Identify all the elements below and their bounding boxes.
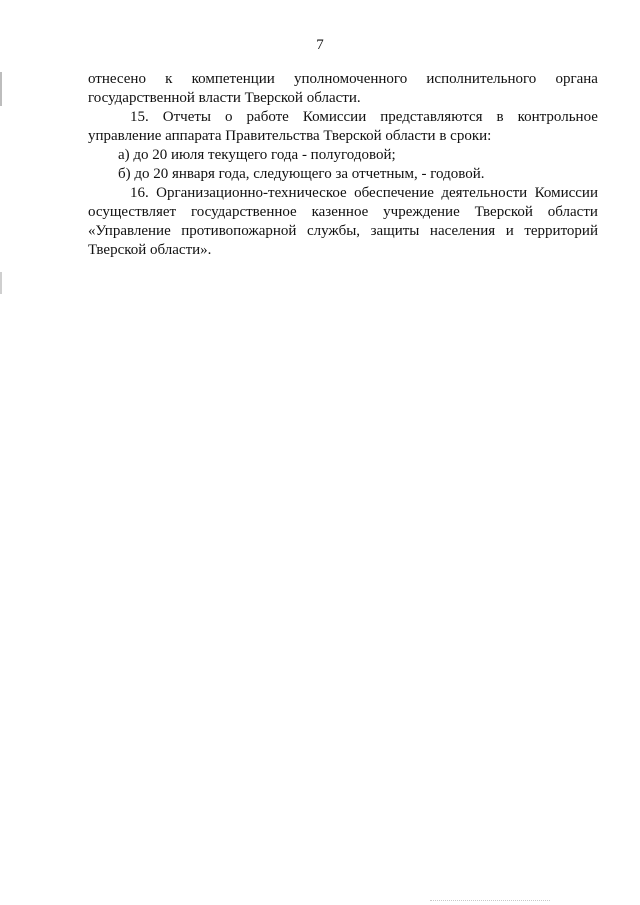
document-body — [88, 70, 598, 260]
word: Комиссии — [302, 109, 367, 125]
word: обеспечение — [354, 185, 434, 201]
paragraph-continuation-line-1 — [88, 70, 598, 89]
paragraph-16-line-2 — [88, 203, 598, 222]
paragraph-15-item-b: б) до 20 января года, следующего за отчетным, - годовой. — [118, 166, 485, 182]
word: органа — [555, 71, 598, 87]
word: территорий — [524, 223, 598, 239]
page-number: 7 — [316, 37, 324, 53]
paragraph-16-line-3 — [88, 222, 598, 241]
word: уполномоченного — [294, 71, 408, 87]
paragraph-continuation-line-2: государственной власти Тверской области. — [88, 90, 361, 106]
word: осуществляет — [88, 204, 177, 220]
word: исполнительного — [426, 71, 537, 87]
word: «Управление — [88, 223, 171, 239]
word: работе — [246, 109, 289, 125]
word: Тверской — [474, 204, 533, 220]
word: противопожарной — [181, 223, 297, 239]
paragraph-16-line-1 — [88, 184, 598, 203]
word: государственное — [191, 204, 297, 220]
word: и — [505, 223, 514, 239]
word: Организационно-техническое — [156, 185, 347, 201]
word: Отчеты — [162, 109, 211, 125]
word: Комиссии — [534, 185, 598, 201]
word: казенное — [311, 204, 369, 220]
paragraph-15-line-2: управление аппарата Правительства Тверской области в сроки: — [88, 128, 492, 144]
word: защиты — [370, 223, 420, 239]
word: компетенции — [191, 71, 275, 87]
word: контрольное — [517, 109, 598, 125]
word: 15. — [130, 109, 149, 125]
word: населения — [429, 223, 496, 239]
word: отнесено — [88, 71, 146, 87]
paragraph-15-item-a: а) до 20 июля текущего года - полугодовой; — [118, 147, 396, 163]
scan-margin-mark — [0, 272, 2, 294]
word: к — [165, 71, 173, 87]
scan-margin-mark — [0, 72, 2, 106]
paragraph-15-line-1 — [88, 108, 598, 127]
scan-artifact — [430, 900, 550, 902]
word: области — [547, 204, 598, 220]
paragraph-16-line-4: Тверской области». — [88, 242, 212, 258]
word: представляются — [380, 109, 483, 125]
word: службы, — [306, 223, 361, 239]
word: о — [225, 109, 233, 125]
word: деятельности — [441, 185, 528, 201]
word: 16. — [130, 185, 149, 201]
word: учреждение — [383, 204, 460, 220]
word: в — [496, 109, 504, 125]
